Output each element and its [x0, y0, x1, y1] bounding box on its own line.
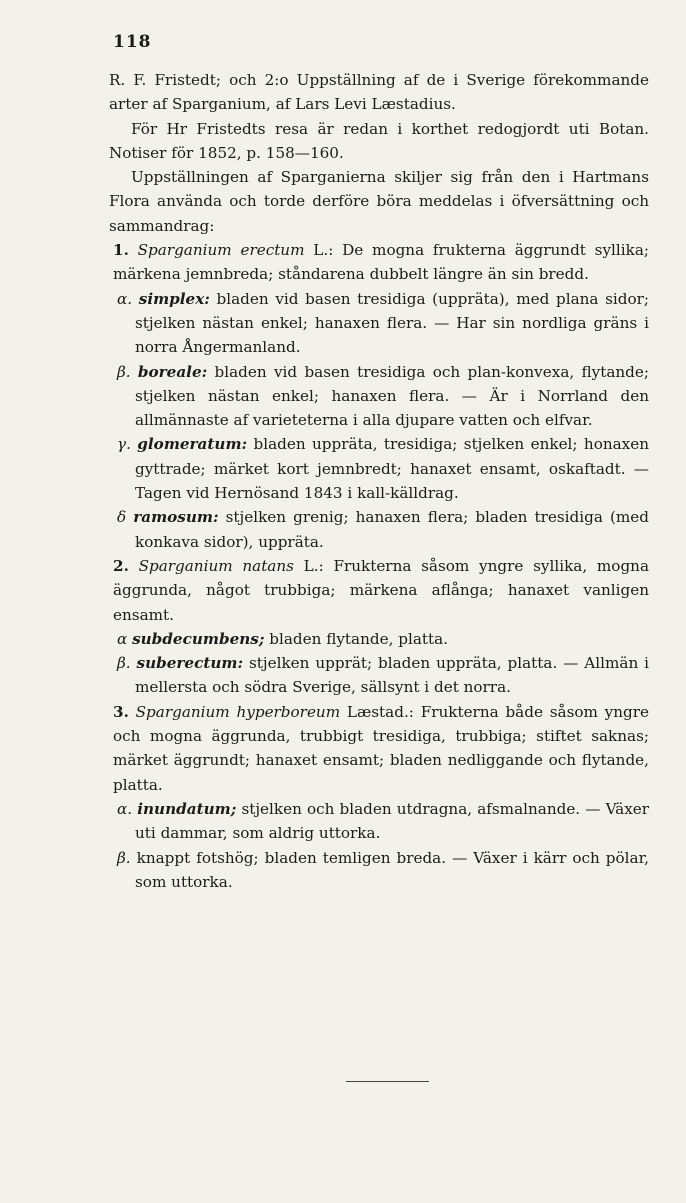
variety-mark: α. [117, 799, 133, 818]
species-number: 3. [113, 702, 129, 721]
variety-mark: α [117, 629, 128, 648]
variety-entry [109, 627, 649, 651]
variety-entry [109, 505, 649, 554]
species-number: 1. [113, 241, 129, 260]
variety-mark: β. [117, 654, 131, 673]
variety-name: inundatum; [137, 799, 237, 818]
variety-name: simplex: [138, 289, 210, 308]
variety-name: ramosum: [133, 508, 219, 527]
section-end-rule [346, 1081, 429, 1082]
intro-paragraph: R. F. Fristedt; och 2:o Uppställning af de i Sverige förekommande arter af Sparganium, af Lars Levi Læstadius. [109, 71, 649, 114]
species-name: Sparganium natans [138, 556, 294, 575]
species-name: Sparganium hyperboreum [135, 702, 341, 721]
variety-entry [109, 432, 649, 505]
variety-mark: β. [117, 362, 131, 381]
variety-name: boreale: [137, 362, 208, 381]
variety-entry [109, 797, 649, 846]
variety-entry [109, 651, 649, 700]
species-entry [109, 554, 649, 627]
variety-mark: β. [117, 848, 131, 867]
variety-mark: α. [117, 289, 133, 308]
species-name: Sparganium erectum [137, 241, 305, 260]
species-description: De mogna frukterna äggrundt syllika; märkena jemnbreda; ståndarena dubbelt längre än sin bredd. [113, 241, 649, 284]
species-entry [109, 700, 649, 797]
variety-name: suberectum: [136, 654, 244, 673]
translation-paragraph: Uppställningen af Sparganierna skiljer sig från den i Hartmans Flora använda och torde derföre böra meddelas i öfversättning och sammandrag: [109, 168, 649, 235]
variety-text: knappt fotshög; bladen temligen breda. — Växer i kärr och pölar, som uttorka. [135, 848, 650, 891]
variety-mark: γ. [117, 435, 131, 454]
species-number: 2. [113, 556, 129, 575]
species-author: Læstad.: [346, 702, 414, 721]
variety-text: bladen vid basen tresidiga och plan-konvexa, flytande; stjelken nästan enkel; hanaxen flera. — Är i Norrland den allmännaste af varieteterna i alla djupare vatten och elfvar. [135, 362, 649, 430]
variety-name: subdecumbens; [132, 629, 265, 648]
variety-text: stjelken grenig; hanaxen flera; bladen tresidiga (med konkava sidor), uppräta. [135, 508, 650, 551]
species-entry [109, 238, 649, 287]
variety-entry [109, 360, 649, 433]
variety-text: stjelken och bladen utdragna, afsmalnande. — Växer uti dammar, som aldrig uttorka. [135, 799, 650, 843]
variety-name: glomeratum: [137, 435, 248, 454]
species-description: Frukterna såsom yngre syllika, mogna äggrunda, något trubbiga; märkena aflånga; hanaxet vanligen ensamt. [113, 556, 649, 624]
species-description: Frukterna både såsom yngre och mogna äggrunda, trubbigt tresidiga, trubbiga; stiftet saknas; märket äggrundt; hanaxet ensamt; bladen nedliggande och flytande, platta. [113, 702, 650, 794]
page-body [109, 68, 649, 894]
variety-mark: δ [117, 508, 127, 527]
variety-entry [109, 287, 649, 360]
species-author: L.: [303, 556, 324, 575]
variety-text: bladen vid basen tresidiga (uppräta), med plana sidor; stjelken nästan enkel; hanaxen flera. — Har sin nordliga gräns i norra Ångermanland. [135, 289, 650, 357]
species-author: L.: [313, 241, 334, 260]
variety-text: stjelken upprät; bladen uppräta, platta. — Allmän i mellersta och södra Sverige, sällsynt i det norra. [135, 654, 650, 697]
report-paragraph: För Hr Fristedts resa är redan i korthet redogjordt uti Botan. Notiser för 1852, p. 158—160. [109, 119, 649, 162]
variety-text: bladen uppräta, tresidiga; stjelken enkel; honaxen gyttrade; märket kort jemnbredt; hanaxet ensamt, oskaftadt. — Tagen vid Hernösand 1843 i kall-källdrag. [135, 435, 650, 503]
variety-entry [109, 846, 649, 895]
page-number: 118 [113, 32, 152, 52]
variety-text: bladen flytande, platta. [269, 629, 448, 648]
